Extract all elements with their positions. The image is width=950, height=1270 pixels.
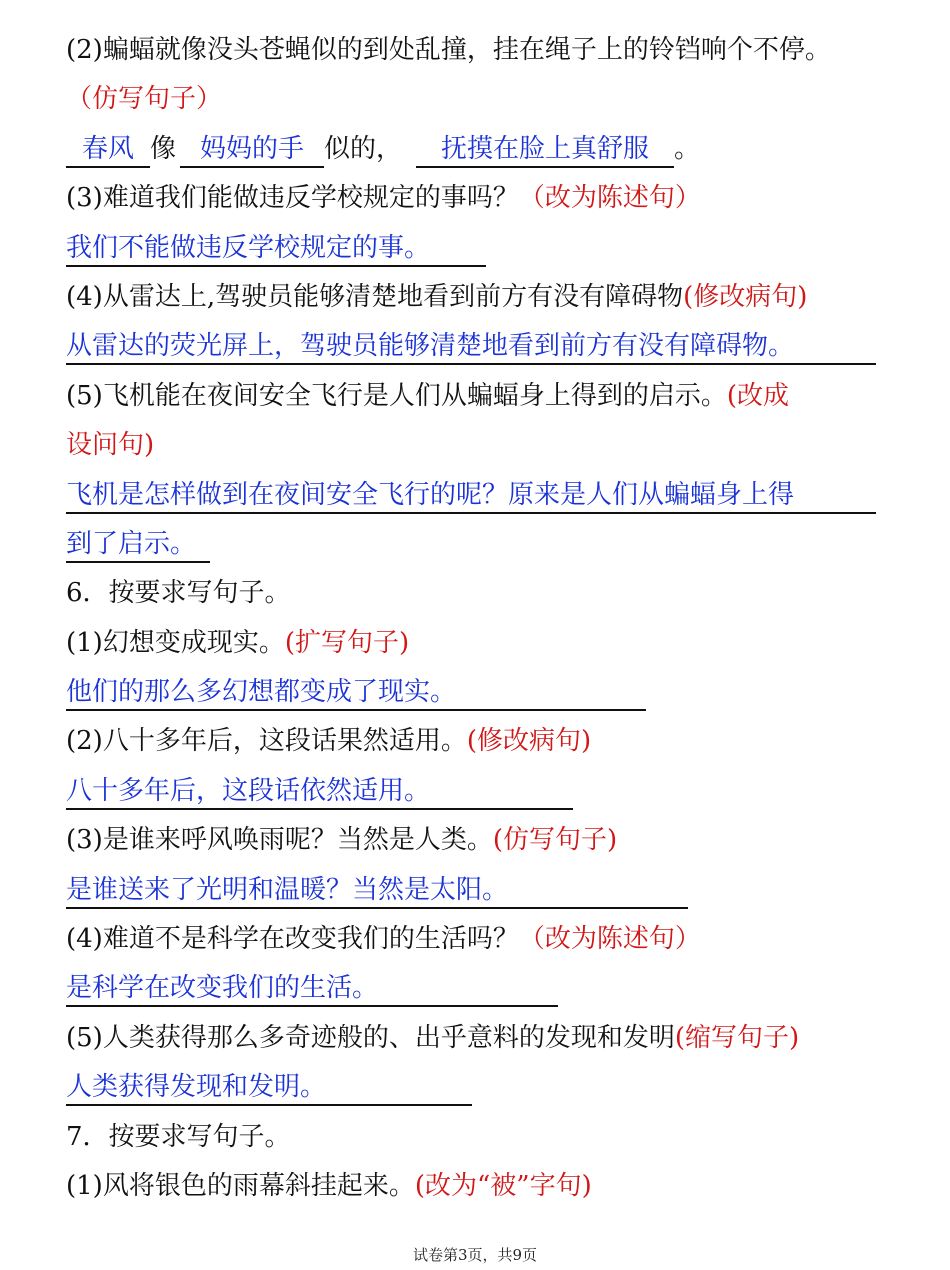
fill-in-line (66, 125, 911, 174)
question-line (66, 273, 911, 322)
question-line (66, 1014, 911, 1063)
worksheet-content (66, 26, 911, 1211)
instruction-tag: (缩写句子) (674, 1022, 800, 1053)
fill-word: 似的， (324, 133, 403, 164)
question-line (66, 26, 911, 75)
instruction-line (66, 75, 911, 124)
question-line (66, 619, 911, 668)
fill-blank: 抚摸在脸上真舒服 (416, 132, 674, 168)
question-line (66, 1162, 911, 1211)
fill-blank: 春风 (66, 132, 150, 168)
instruction-tag: (扩写句子) (284, 627, 410, 658)
fill-blank: 妈妈的手 (180, 132, 324, 168)
question-line (66, 174, 911, 223)
answer-line (66, 964, 911, 1013)
question-text: (5)人类获得那么多奇迹般的、出乎意料的发现和发明 (66, 1022, 675, 1053)
question-text: (2)八十多年后，这段话果然适用。 (66, 726, 467, 757)
answer-text: 从雷达的荧光屏上，驾驶员能够清楚地看到前方有没有障碍物。 (66, 329, 876, 365)
answer-line (66, 322, 911, 371)
page-footer: 试卷第3页，共9页 (412, 1246, 538, 1264)
question-text: (4)难道不是科学在改变我们的生活吗？ (66, 924, 519, 955)
answer-line (66, 520, 911, 569)
answer-line (66, 668, 911, 717)
question-line (66, 915, 911, 964)
answer-line (66, 767, 911, 816)
answer-text: 是科学在改变我们的生活。 (66, 971, 558, 1007)
question-line (66, 372, 911, 421)
instruction-tag: 设问句) (66, 430, 155, 461)
instruction-tag: （仿写句子） (66, 84, 223, 115)
instruction-tag: (修改病句) (683, 281, 808, 312)
instruction-tag: (仿写句子) (492, 825, 618, 856)
question-text: (1)幻想变成现实。 (66, 627, 285, 658)
question-line (66, 1113, 911, 1162)
question-text: 7．按要求写句子。 (66, 1121, 291, 1152)
answer-text: 人类获得发现和发明。 (66, 1070, 472, 1106)
question-text: (5)飞机能在夜间安全飞行是人们从蝙蝠身上得到的启示。 (66, 380, 727, 411)
instruction-tag: (改为“被”字句) (414, 1170, 592, 1201)
question-line (66, 569, 911, 618)
answer-text: 飞机是怎样做到在夜间安全飞行的呢？原来是人们从蝙蝠身上得 (66, 478, 876, 514)
question-text: 6．按要求写句子。 (66, 578, 291, 609)
instruction-tag: (改成 (726, 380, 789, 411)
instruction-line (66, 421, 911, 470)
answer-text: 八十多年后，这段话依然适用。 (66, 774, 573, 810)
question-text: (1)风将银色的雨幕斜挂起来。 (66, 1170, 415, 1201)
answer-line (66, 471, 911, 520)
answer-text: 是谁送来了光明和温暖？当然是太阳。 (66, 873, 688, 909)
answer-text: 他们的那么多幻想都变成了现实。 (66, 675, 646, 711)
instruction-tag: （改为陈述句） (518, 183, 701, 214)
answer-text: 到了启示。 (66, 527, 210, 563)
question-text: (3)是谁来呼风唤雨呢？当然是人类。 (66, 825, 493, 856)
question-line (66, 717, 911, 766)
answer-text: 我们不能做违反学校规定的事。 (66, 231, 486, 267)
instruction-tag: (修改病句) (466, 726, 592, 757)
question-line (66, 816, 911, 865)
answer-line (66, 866, 911, 915)
answer-line (66, 224, 911, 273)
fill-word: 。 (674, 133, 701, 164)
question-text: (3)难道我们能做违反学校规定的事吗？ (66, 183, 519, 214)
answer-line (66, 1063, 911, 1112)
fill-word: 像 (150, 133, 177, 164)
question-text: (4)从雷达上,驾驶员能够清楚地看到前方有没有障碍物 (66, 281, 684, 312)
instruction-tag: （改为陈述句） (518, 924, 701, 955)
question-text: (2)蝙蝠就像没头苍蝇似的到处乱撞，挂在绳子上的铃铛响个不停。 (66, 35, 831, 65)
